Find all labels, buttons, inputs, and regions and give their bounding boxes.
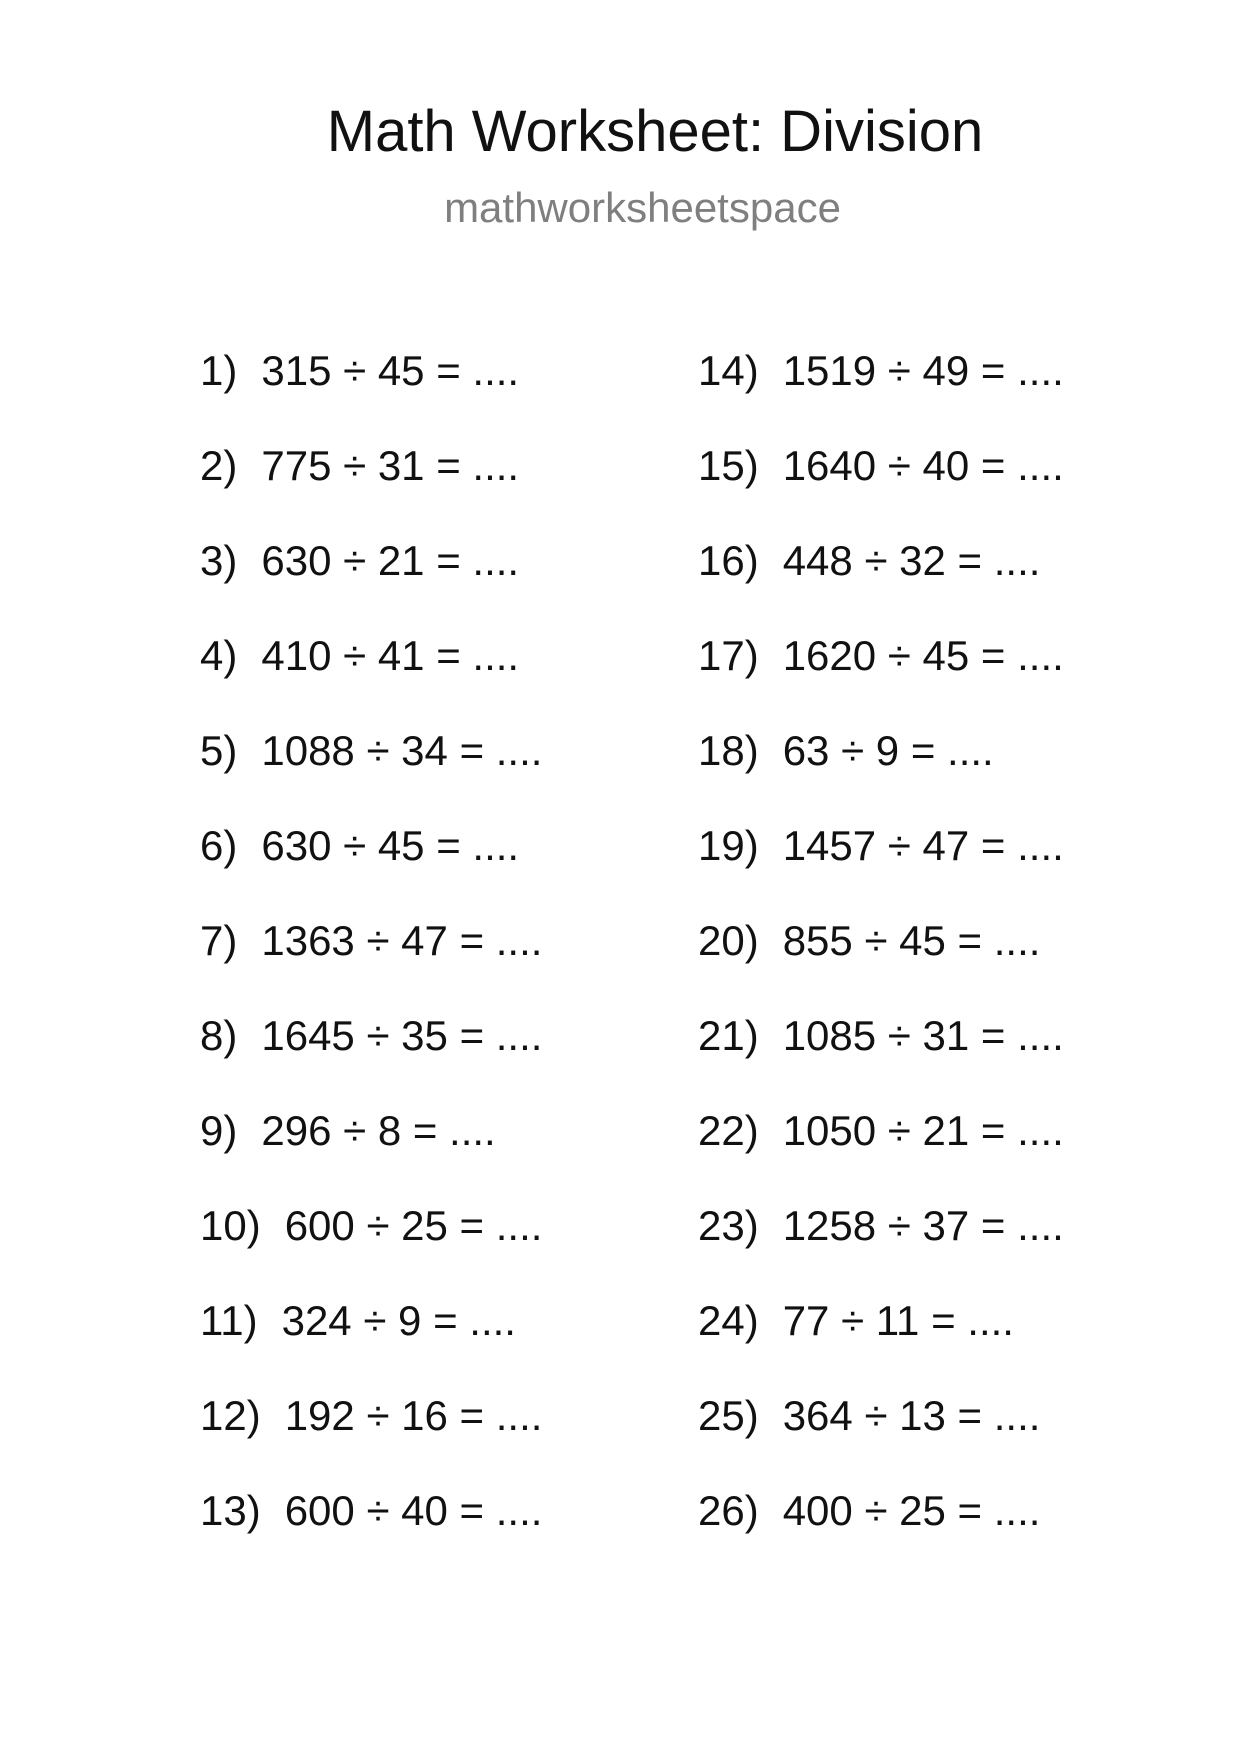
problem-22 — [698, 1106, 1064, 1201]
problem-8 — [200, 1011, 542, 1106]
problem-expression: 630 ÷ 21 = .... — [261, 537, 520, 584]
problem-21 — [698, 1011, 1064, 1106]
problem-number: 4) — [200, 632, 238, 679]
problem-number: 2) — [200, 442, 238, 489]
problem-number: 24) — [698, 1297, 759, 1344]
problem-expression: 1363 ÷ 47 = .... — [261, 917, 543, 964]
problem-expression: 1645 ÷ 35 = .... — [261, 1012, 543, 1059]
problem-number: 16) — [698, 537, 759, 584]
problem-15 — [698, 441, 1064, 536]
problem-number: 20) — [698, 917, 759, 964]
problem-number: 1) — [200, 347, 238, 394]
problem-column-left — [200, 346, 542, 1581]
problem-expression: 1085 ÷ 31 = .... — [782, 1012, 1064, 1059]
problem-expression: 1620 ÷ 45 = .... — [782, 632, 1064, 679]
problem-expression: 1088 ÷ 34 = .... — [261, 727, 543, 774]
problem-expression: 77 ÷ 11 = .... — [782, 1297, 1014, 1344]
problem-expression: 63 ÷ 9 = .... — [782, 727, 994, 774]
problem-expression: 400 ÷ 25 = .... — [782, 1487, 1041, 1534]
problem-expression: 1519 ÷ 49 = .... — [782, 347, 1064, 394]
problem-14 — [698, 346, 1064, 441]
problem-number: 10) — [200, 1202, 261, 1249]
problem-20 — [698, 916, 1064, 1011]
problem-24 — [698, 1296, 1064, 1391]
problem-12 — [200, 1391, 542, 1486]
problem-expression: 1640 ÷ 40 = .... — [782, 442, 1064, 489]
problem-18 — [698, 726, 1064, 821]
problem-26 — [698, 1486, 1064, 1581]
problem-expression: 364 ÷ 13 = .... — [782, 1392, 1041, 1439]
problem-expression: 775 ÷ 31 = .... — [261, 442, 520, 489]
problem-number: 12) — [200, 1392, 261, 1439]
worksheet-title: Math Worksheet: Division — [326, 99, 984, 164]
problem-expression: 296 ÷ 8 = .... — [261, 1107, 496, 1154]
problem-number: 9) — [200, 1107, 238, 1154]
problem-25 — [698, 1391, 1064, 1486]
problem-17 — [698, 631, 1064, 726]
problem-5 — [200, 726, 542, 821]
problem-expression: 1258 ÷ 37 = .... — [782, 1202, 1064, 1249]
problem-number: 5) — [200, 727, 238, 774]
problem-4 — [200, 631, 542, 726]
problem-expression: 600 ÷ 25 = .... — [284, 1202, 543, 1249]
problem-1 — [200, 346, 542, 441]
problem-expression: 630 ÷ 45 = .... — [261, 822, 520, 869]
problem-19 — [698, 821, 1064, 916]
problem-number: 17) — [698, 632, 759, 679]
problem-7 — [200, 916, 542, 1011]
problem-number: 23) — [698, 1202, 759, 1249]
problem-number: 8) — [200, 1012, 238, 1059]
problem-number: 11) — [200, 1297, 258, 1344]
problem-expression: 315 ÷ 45 = .... — [261, 347, 520, 394]
problem-expression: 410 ÷ 41 = .... — [261, 632, 520, 679]
problem-9 — [200, 1106, 542, 1201]
problem-expression: 1457 ÷ 47 = .... — [782, 822, 1064, 869]
problem-number: 6) — [200, 822, 238, 869]
problem-number: 21) — [698, 1012, 759, 1059]
problem-3 — [200, 536, 542, 631]
problem-number: 25) — [698, 1392, 759, 1439]
problem-number: 14) — [698, 347, 759, 394]
problem-number: 3) — [200, 537, 238, 584]
problem-10 — [200, 1201, 542, 1296]
problem-16 — [698, 536, 1064, 631]
problem-expression: 448 ÷ 32 = .... — [782, 537, 1041, 584]
problem-expression: 1050 ÷ 21 = .... — [782, 1107, 1064, 1154]
problem-number: 13) — [200, 1487, 261, 1534]
problem-number: 15) — [698, 442, 759, 489]
problem-number: 26) — [698, 1487, 759, 1534]
problem-expression: 192 ÷ 16 = .... — [284, 1392, 543, 1439]
problem-expression: 600 ÷ 40 = .... — [284, 1487, 543, 1534]
problem-number: 7) — [200, 917, 238, 964]
problem-2 — [200, 441, 542, 536]
problem-expression: 855 ÷ 45 = .... — [782, 917, 1041, 964]
problem-expression: 324 ÷ 9 = .... — [281, 1297, 516, 1344]
problem-number: 19) — [698, 822, 759, 869]
problem-column-right — [698, 346, 1064, 1581]
problem-13 — [200, 1486, 542, 1581]
problem-6 — [200, 821, 542, 916]
problem-number: 22) — [698, 1107, 759, 1154]
problem-11 — [200, 1296, 542, 1391]
problem-number: 18) — [698, 727, 759, 774]
worksheet-subtitle: mathworksheetspace — [444, 184, 841, 231]
problem-23 — [698, 1201, 1064, 1296]
